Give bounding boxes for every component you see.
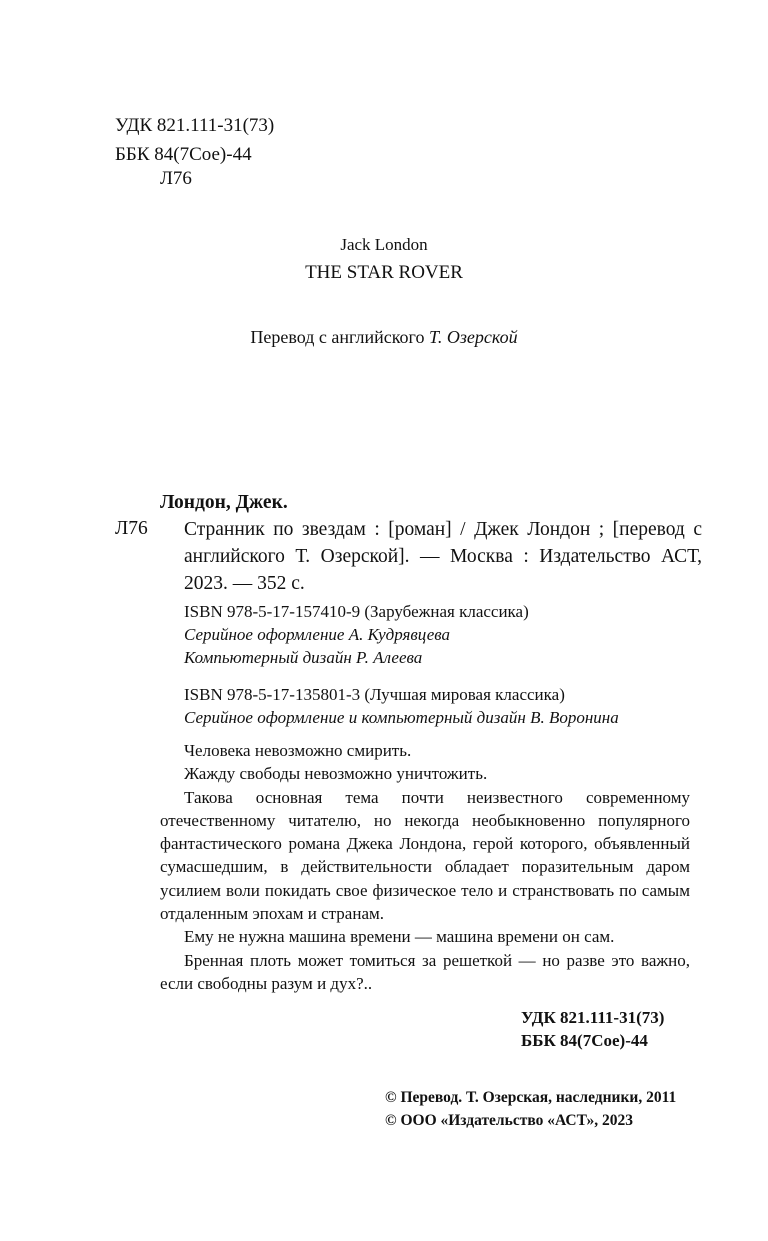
udk-code-bottom: УДК 821.111-31(73) (521, 1008, 665, 1027)
annotation-paragraph: Бренная плоть может томиться за решеткой — но разве это важно, если свободны разум и дух?.. (160, 950, 690, 993)
bib-description: Странник по звездам : [роман] / Джек Лондон ; [перевод с английского Т. Озерской]. — Москва : Издательство АСТ, 2023. — 352 с. (184, 519, 702, 594)
annotation-paragraph: Такова основная тема почти неизвестного современному отечественному читателю, но некогда необыкновенно популярного фантастического романа Джека Лондона, герой которого, объявленный сумасшедшим, в действительности обладает поразительным даром усилием воли покидать свое физическое тело и странствовать по самым отдаленным эпохам и странам. (160, 787, 690, 924)
bbk-code-bottom: ББК 84(7Сое)-44 (521, 1031, 648, 1050)
series-design-2: Серийное оформление и компьютерный дизайн В. Воронина (184, 708, 619, 727)
original-author: Jack London (340, 235, 428, 254)
bib-author-heading: Лондон, Джек. (160, 492, 288, 513)
series-design-1: Серийное оформление А. Кудрявцева (184, 625, 451, 644)
computer-design-1: Компьютерный дизайн Р. Алеева (184, 648, 423, 667)
isbn-series-1 (184, 600, 529, 669)
annotation-paragraph: Человека невозможно смирить. (184, 741, 412, 760)
bbk-code-top: ББК 84(7Сое)-44 (115, 144, 252, 165)
annotation (160, 739, 690, 995)
udk-code-top: УДК 821.111-31(73) (115, 115, 275, 136)
original-title: THE STAR ROVER (305, 262, 463, 283)
copyright-translation: © Перевод. Т. Озерская, наследники, 2011 (385, 1089, 677, 1106)
annotation-paragraph: Ему не нужна машина времени — машина времени он сам. (184, 927, 615, 947)
author-sign-top: Л76 (160, 168, 192, 189)
translator-name: Т. Озерской (428, 327, 518, 347)
isbn-1: ISBN 978-5-17-157410-9 (Зарубежная классика) (184, 602, 529, 621)
annotation-paragraph: Жажду свободы невозможно уничтожить. (184, 764, 488, 784)
translation-prefix: Перевод с английского (250, 327, 425, 347)
bib-author-sign: Л76 (115, 518, 148, 539)
translation-credit (0, 327, 768, 348)
isbn-series-2 (184, 683, 619, 729)
isbn-2: ISBN 978-5-17-135801-3 (Лучшая мировая классика) (184, 685, 565, 704)
copyright-publisher: © ООО «Издательство «АСТ», 2023 (385, 1112, 634, 1129)
